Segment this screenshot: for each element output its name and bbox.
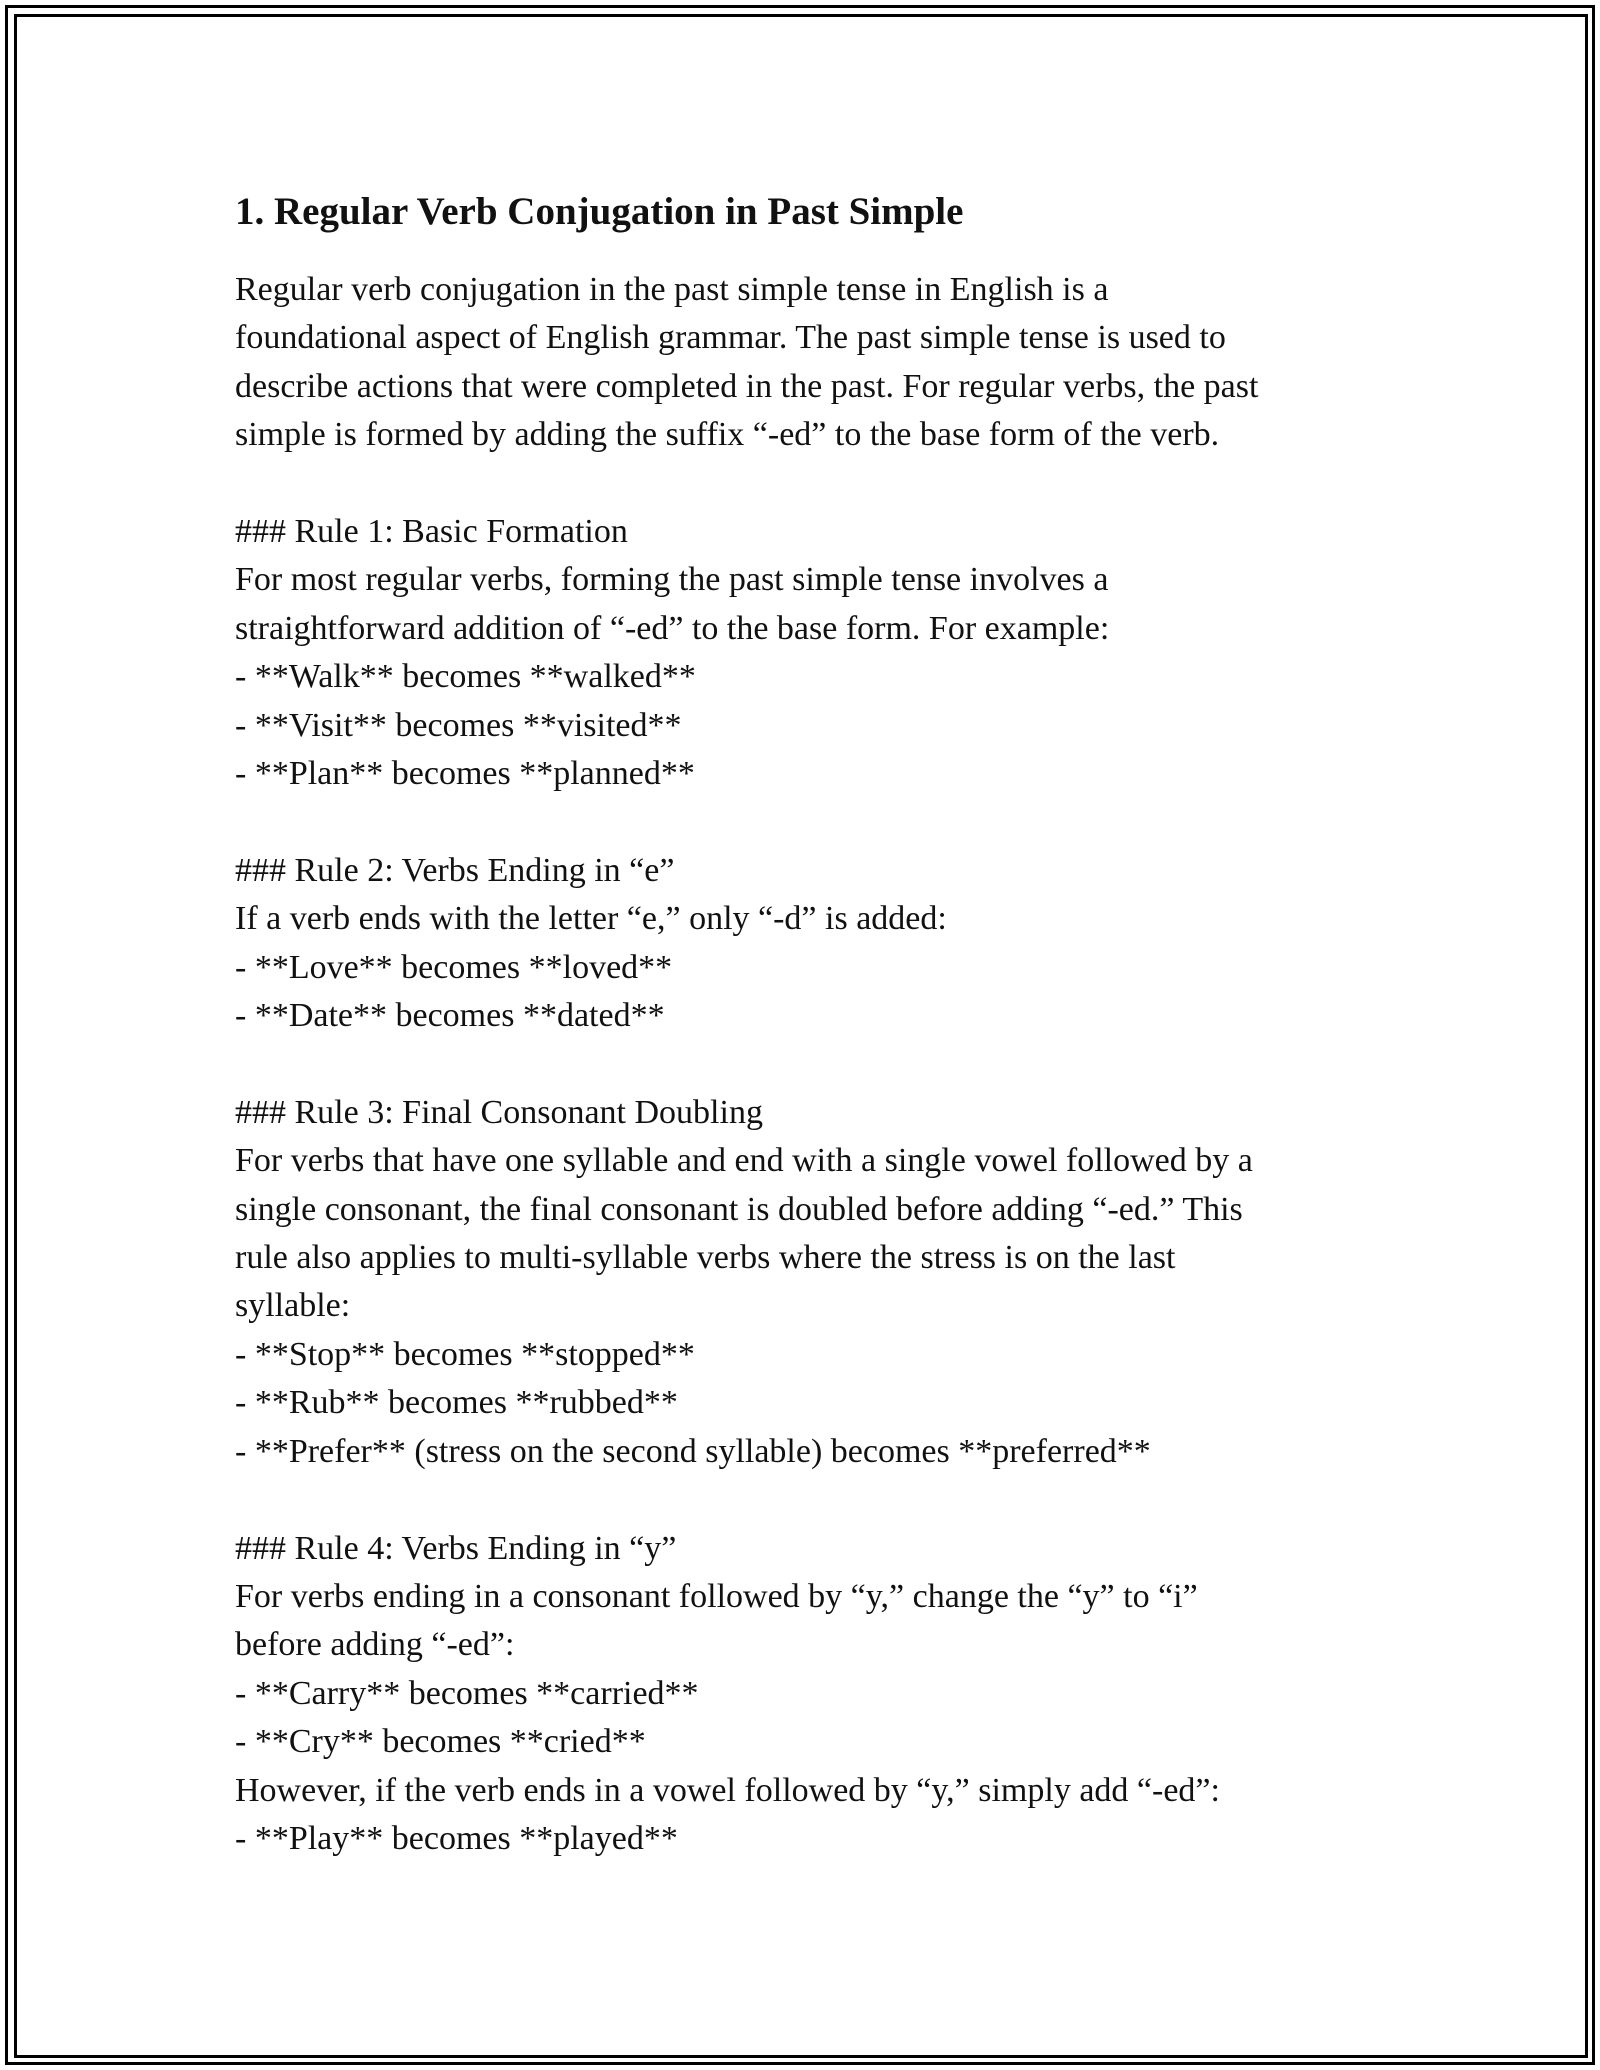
intro-paragraph	[235, 266, 1375, 460]
rule-1-example: - **Walk** becomes **walked**	[235, 658, 696, 696]
rule-1-section	[235, 508, 1375, 798]
blank-line	[235, 1476, 1375, 1524]
rule-2-example: - **Love** becomes **loved**	[235, 948, 673, 986]
blank-line	[235, 460, 1375, 508]
rule-3-section	[235, 1089, 1375, 1476]
rule-3-line: syllable:	[235, 1287, 351, 1325]
rule-4-heading: ### Rule 4: Verbs Ending in “y”	[235, 1529, 677, 1567]
intro-line: foundational aspect of English grammar. The past simple tense is used to	[235, 319, 1226, 357]
rule-4-example: - **Carry** becomes **carried**	[235, 1674, 699, 1712]
rule-1-heading: ### Rule 1: Basic Formation	[235, 513, 628, 551]
rule-1-line: straightforward addition of “-ed” to the base form. For example:	[235, 609, 1110, 647]
intro-line: describe actions that were completed in the past. For regular verbs, the past	[235, 367, 1259, 405]
rule-3-line: For verbs that have one syllable and end with a single vowel followed by a	[235, 1142, 1253, 1180]
blank-line	[235, 798, 1375, 846]
rule-4-line: before adding “-ed”:	[235, 1626, 515, 1664]
rule-4-section	[235, 1525, 1375, 1864]
document-body	[235, 184, 1375, 1863]
rule-3-example: - **Stop** becomes **stopped**	[235, 1335, 695, 1373]
blank-line	[235, 1040, 1375, 1088]
rule-2-heading: ### Rule 2: Verbs Ending in “e”	[235, 851, 675, 889]
rule-2-section	[235, 847, 1375, 1041]
rule-3-heading: ### Rule 3: Final Consonant Doubling	[235, 1093, 763, 1131]
rule-1-line: For most regular verbs, forming the past simple tense involves a	[235, 561, 1109, 599]
rule-3-example: - **Rub** becomes **rubbed**	[235, 1384, 678, 1422]
rule-4-example: - **Play** becomes **played**	[235, 1819, 678, 1857]
rule-4-line: However, if the verb ends in a vowel followed by “y,” simply add “-ed”:	[235, 1771, 1220, 1809]
page-title: 1. Regular Verb Conjugation in Past Simple	[235, 190, 964, 233]
rule-3-line: rule also applies to multi-syllable verbs where the stress is on the last	[235, 1239, 1176, 1277]
rule-4-line: For verbs ending in a consonant followed by “y,” change the “y” to “i”	[235, 1577, 1198, 1615]
rule-4-example: - **Cry** becomes **cried**	[235, 1723, 646, 1761]
rule-1-example: - **Visit** becomes **visited**	[235, 706, 682, 744]
rule-3-example: - **Prefer** (stress on the second syllable) becomes **preferred**	[235, 1432, 1151, 1470]
rule-3-line: single consonant, the final consonant is doubled before adding “-ed.” This	[235, 1190, 1243, 1228]
rule-1-example: - **Plan** becomes **planned**	[235, 755, 695, 793]
intro-line: Regular verb conjugation in the past simple tense in English is a	[235, 271, 1109, 308]
intro-line: simple is formed by adding the suffix “-ed” to the base form of the verb.	[235, 416, 1220, 454]
rule-2-line: If a verb ends with the letter “e,” only “-d” is added:	[235, 900, 947, 938]
rule-2-example: - **Date** becomes **dated**	[235, 997, 665, 1035]
